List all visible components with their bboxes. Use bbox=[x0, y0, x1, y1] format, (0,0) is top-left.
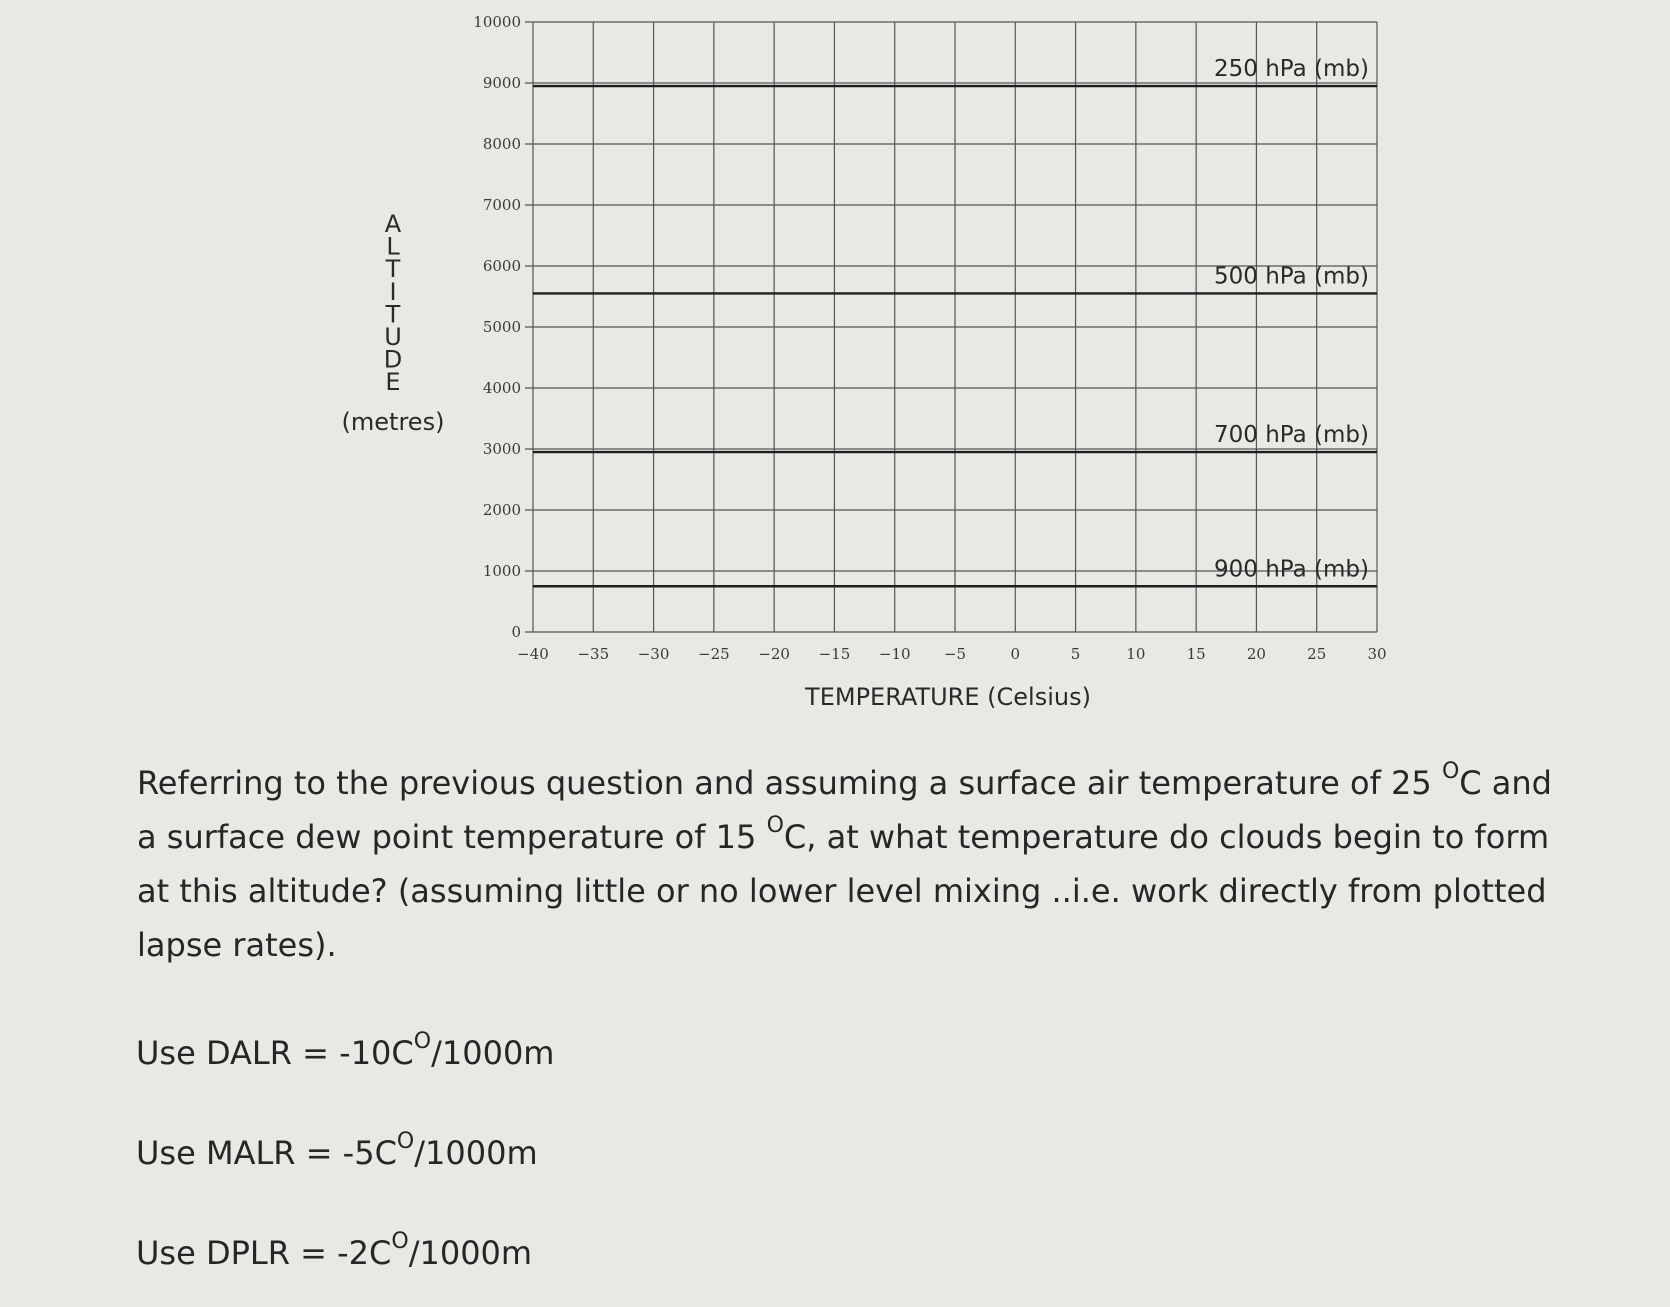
malr-prefix: Use MALR = -5C bbox=[136, 1134, 397, 1172]
dalr-suffix: /1000m bbox=[431, 1034, 555, 1072]
malr-line bbox=[136, 1129, 538, 1172]
y-tick-label: 9000 bbox=[482, 74, 521, 92]
y-tick-label: 4000 bbox=[482, 379, 521, 397]
y-tick-label: 10000 bbox=[473, 13, 521, 31]
x-tick-label: −5 bbox=[943, 645, 967, 663]
y-tick-label: 2000 bbox=[482, 501, 521, 519]
dplr-prefix: Use DPLR = -2C bbox=[136, 1234, 392, 1272]
x-tick-label: −20 bbox=[758, 645, 790, 663]
y-tick-label: 3000 bbox=[482, 440, 521, 458]
dplr-degree: O bbox=[391, 1229, 409, 1255]
x-tick-label: −40 bbox=[517, 645, 549, 663]
y-tick-label: 5000 bbox=[482, 318, 521, 336]
x-tick-label: −15 bbox=[818, 645, 851, 663]
y-tick-label: 8000 bbox=[482, 135, 521, 153]
y-tick-label: 6000 bbox=[482, 257, 521, 275]
y-tick-label: 7000 bbox=[482, 196, 521, 214]
y-axis-letter: I bbox=[389, 277, 397, 306]
question-part-1: Referring to the previous question and assuming a surface air temperature of 25 bbox=[137, 764, 1442, 802]
x-tick-label: 0 bbox=[1010, 645, 1021, 663]
pressure-level-label: 500 hPa (mb) bbox=[1214, 263, 1369, 290]
question-part-2: C and a surface dew point temperature of 15 bbox=[137, 764, 1552, 856]
y-axis-letter: U bbox=[384, 323, 402, 351]
malr-suffix: /1000m bbox=[414, 1134, 538, 1172]
x-tick-label: 15 bbox=[1186, 645, 1206, 663]
pressure-level-label: 700 hPa (mb) bbox=[1214, 422, 1369, 449]
y-axis-letter: E bbox=[385, 368, 401, 397]
dalr-degree: O bbox=[413, 1029, 432, 1055]
y-axis-letter: T bbox=[385, 300, 401, 329]
dalr-line bbox=[136, 1029, 555, 1072]
pressure-level-label: 250 hPa (mb) bbox=[1214, 56, 1369, 83]
y-axis-unit: (metres) bbox=[341, 408, 445, 436]
y-axis-letter: D bbox=[383, 345, 403, 374]
y-axis-letter: L bbox=[386, 232, 400, 261]
y-axis-label bbox=[384, 210, 402, 396]
x-tick-label: −25 bbox=[698, 645, 730, 663]
question-text bbox=[137, 756, 1577, 972]
x-tick-label: 20 bbox=[1246, 645, 1266, 663]
x-tick-label: 25 bbox=[1307, 645, 1327, 663]
x-tick-label: −30 bbox=[637, 645, 670, 663]
x-axis-ticks bbox=[517, 645, 1386, 663]
y-axis-letter: T bbox=[385, 255, 401, 284]
dplr-line bbox=[136, 1229, 533, 1272]
x-tick-label: 5 bbox=[1070, 645, 1081, 663]
degree-symbol-1: O bbox=[1441, 759, 1460, 785]
chart-grid bbox=[525, 22, 1377, 632]
y-axis-letter: A bbox=[384, 210, 402, 238]
dplr-suffix: /1000m bbox=[408, 1234, 533, 1272]
y-axis-ticks bbox=[473, 13, 521, 641]
question-part-3: C, at what temperature do clouds begin to form at this altitude? (assuming little or no lower level mixing ..i.e. work directly from plotted lapse rates). bbox=[137, 818, 1550, 964]
x-tick-label: −35 bbox=[577, 645, 610, 663]
y-tick-label: 0 bbox=[511, 623, 521, 641]
x-tick-label: −10 bbox=[878, 645, 911, 663]
x-axis-title: TEMPERATURE (Celsius) bbox=[805, 683, 1091, 711]
y-tick-label: 1000 bbox=[482, 562, 521, 580]
x-tick-label: 30 bbox=[1367, 645, 1387, 663]
x-tick-label: 10 bbox=[1126, 645, 1146, 663]
dalr-prefix: Use DALR = -10C bbox=[136, 1034, 414, 1072]
malr-degree: O bbox=[396, 1129, 415, 1155]
pressure-level-label: 900 hPa (mb) bbox=[1214, 556, 1369, 583]
degree-symbol-2: O bbox=[766, 813, 784, 839]
